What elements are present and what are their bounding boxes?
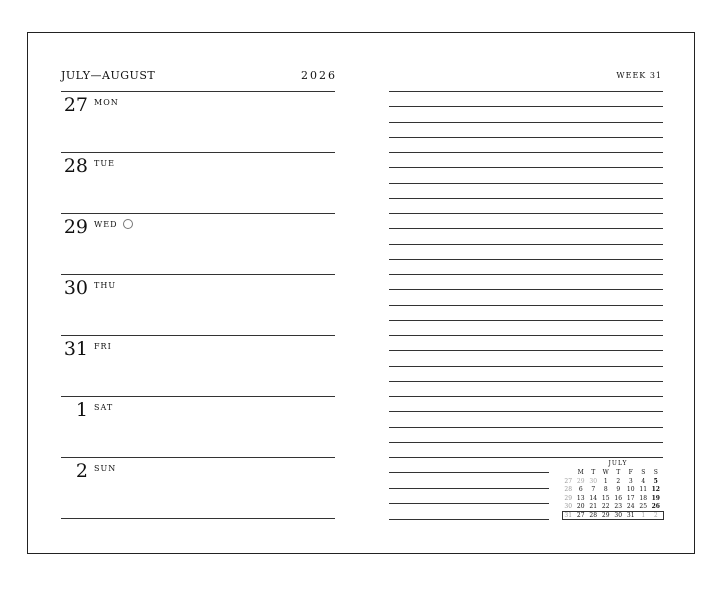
note-line bbox=[389, 305, 663, 306]
header-rule bbox=[61, 91, 335, 92]
mini-calendar-day[interactable]: 30 bbox=[614, 511, 623, 519]
mini-calendar-week-number: 29 bbox=[564, 494, 573, 502]
mini-calendar-day[interactable]: 19 bbox=[651, 494, 660, 502]
day-block-mon[interactable] bbox=[61, 93, 335, 154]
note-line bbox=[389, 137, 663, 138]
mini-calendar-day[interactable]: 17 bbox=[626, 494, 635, 502]
day-block-fri[interactable] bbox=[61, 337, 335, 398]
note-line bbox=[389, 381, 663, 382]
day-block-thu[interactable] bbox=[61, 276, 335, 337]
mini-calendar-day[interactable]: 14 bbox=[589, 494, 598, 502]
day-number: 1 bbox=[75, 399, 88, 421]
note-line bbox=[389, 396, 663, 397]
mini-calendar-weekday: F bbox=[628, 469, 633, 476]
mini-calendar-day[interactable]: 31 bbox=[626, 511, 635, 519]
day-divider bbox=[61, 396, 335, 397]
mini-calendar-day[interactable]: 27 bbox=[576, 511, 585, 519]
note-line bbox=[389, 320, 663, 321]
note-line bbox=[389, 91, 663, 92]
mini-calendar-day[interactable]: 9 bbox=[616, 486, 621, 493]
mini-calendar-week-number: 31 bbox=[564, 511, 573, 519]
mini-calendar-day[interactable]: 18 bbox=[639, 494, 648, 502]
note-line bbox=[389, 411, 663, 412]
note-line bbox=[389, 167, 663, 168]
note-line bbox=[389, 274, 663, 275]
mini-calendar-day[interactable]: 16 bbox=[614, 494, 623, 502]
mini-calendar-day[interactable]: 26 bbox=[651, 503, 660, 510]
note-line bbox=[389, 122, 663, 123]
mini-calendar-day[interactable]: 6 bbox=[578, 486, 583, 493]
mini-calendar-title: JULY bbox=[608, 460, 628, 467]
note-line bbox=[389, 244, 663, 245]
note-line bbox=[389, 228, 663, 229]
note-line bbox=[389, 289, 663, 290]
note-line bbox=[389, 106, 663, 107]
note-line bbox=[389, 213, 663, 214]
day-number: 30 bbox=[63, 277, 88, 299]
mini-calendar-day[interactable]: 4 bbox=[641, 477, 646, 485]
mini-calendar-grid bbox=[562, 469, 664, 520]
note-line bbox=[389, 259, 663, 260]
note-line bbox=[389, 488, 549, 489]
mini-calendar-day[interactable]: 28 bbox=[589, 511, 598, 519]
note-line bbox=[389, 335, 663, 336]
note-line bbox=[389, 442, 663, 443]
mini-calendar-weekday: T bbox=[591, 469, 596, 476]
mini-calendar-day[interactable]: 11 bbox=[639, 486, 648, 493]
day-divider bbox=[61, 335, 335, 336]
note-line bbox=[389, 350, 663, 351]
day-number: 2 bbox=[75, 460, 88, 482]
day-divider bbox=[61, 213, 335, 214]
note-line bbox=[389, 519, 549, 520]
day-divider bbox=[61, 274, 335, 275]
day-block-sun[interactable] bbox=[61, 459, 335, 520]
day-name: THU bbox=[94, 281, 117, 290]
day-name: SAT bbox=[94, 403, 114, 412]
note-line bbox=[389, 427, 663, 428]
mini-calendar-weekday: W bbox=[602, 469, 609, 476]
mini-calendar-weekday: S bbox=[641, 469, 646, 476]
note-line bbox=[389, 152, 663, 153]
mini-calendar-week-number: 27 bbox=[564, 477, 573, 485]
day-name: WED bbox=[94, 220, 118, 229]
mini-calendar-day[interactable]: 20 bbox=[576, 503, 585, 510]
week-label: WEEK 31 bbox=[616, 71, 662, 80]
mini-calendar-day[interactable]: 7 bbox=[591, 486, 596, 493]
moon-phase-icon bbox=[123, 219, 133, 229]
mini-calendar-day[interactable]: 22 bbox=[601, 503, 610, 510]
mini-calendar-day[interactable]: 1 bbox=[603, 477, 608, 485]
day-name: TUE bbox=[94, 159, 115, 168]
mini-calendar-day[interactable]: 1 bbox=[641, 511, 646, 519]
mini-calendar-day[interactable]: 21 bbox=[589, 503, 598, 510]
mini-calendar-day[interactable]: 13 bbox=[576, 494, 585, 502]
note-line bbox=[389, 198, 663, 199]
mini-calendar-weekday: M bbox=[577, 469, 584, 476]
mini-calendar-day[interactable]: 24 bbox=[626, 503, 635, 510]
mini-calendar-day[interactable]: 25 bbox=[639, 503, 648, 510]
day-divider bbox=[61, 518, 335, 519]
mini-calendar-day[interactable]: 2 bbox=[616, 477, 621, 485]
day-divider bbox=[61, 152, 335, 153]
note-line bbox=[389, 366, 663, 367]
mini-calendar-day[interactable]: 23 bbox=[614, 503, 623, 510]
mini-calendar-corner bbox=[562, 469, 575, 478]
mini-calendar-week-number: 30 bbox=[564, 503, 573, 510]
mini-calendar-day[interactable]: 2 bbox=[653, 511, 658, 519]
mini-calendar-day[interactable]: 8 bbox=[603, 486, 608, 493]
mini-calendar-day[interactable]: 29 bbox=[601, 511, 610, 519]
note-line bbox=[389, 183, 663, 184]
mini-calendar-day[interactable]: 12 bbox=[651, 486, 660, 493]
mini-calendar-weekday: S bbox=[653, 469, 658, 476]
day-number: 28 bbox=[63, 155, 88, 177]
day-number: 29 bbox=[63, 216, 88, 238]
day-divider bbox=[61, 457, 335, 458]
mini-calendar-day[interactable]: 5 bbox=[653, 477, 658, 485]
mini-calendar-week-number: 28 bbox=[564, 486, 573, 493]
month-range-title: JULY—AUGUST bbox=[61, 69, 156, 82]
day-block-tue[interactable] bbox=[61, 154, 335, 215]
mini-calendar-day[interactable]: 30 bbox=[589, 477, 598, 485]
day-name: MON bbox=[94, 98, 119, 107]
mini-calendar-day[interactable]: 29 bbox=[576, 477, 585, 485]
day-number: 31 bbox=[63, 338, 88, 360]
mini-calendar-day[interactable]: 3 bbox=[628, 477, 633, 485]
mini-calendar bbox=[562, 460, 664, 520]
day-block-sat[interactable] bbox=[61, 398, 335, 459]
note-line bbox=[389, 503, 549, 504]
note-line bbox=[389, 472, 549, 473]
day-block-wed[interactable] bbox=[61, 215, 335, 276]
mini-calendar-day[interactable]: 10 bbox=[626, 486, 635, 493]
mini-calendar-weekday: T bbox=[616, 469, 621, 476]
mini-calendar-day[interactable]: 15 bbox=[601, 494, 610, 502]
day-name: SUN bbox=[94, 464, 117, 473]
day-number: 27 bbox=[63, 94, 88, 116]
note-line bbox=[389, 457, 663, 458]
year-label: 2026 bbox=[301, 69, 337, 82]
day-name: FRI bbox=[94, 342, 112, 351]
